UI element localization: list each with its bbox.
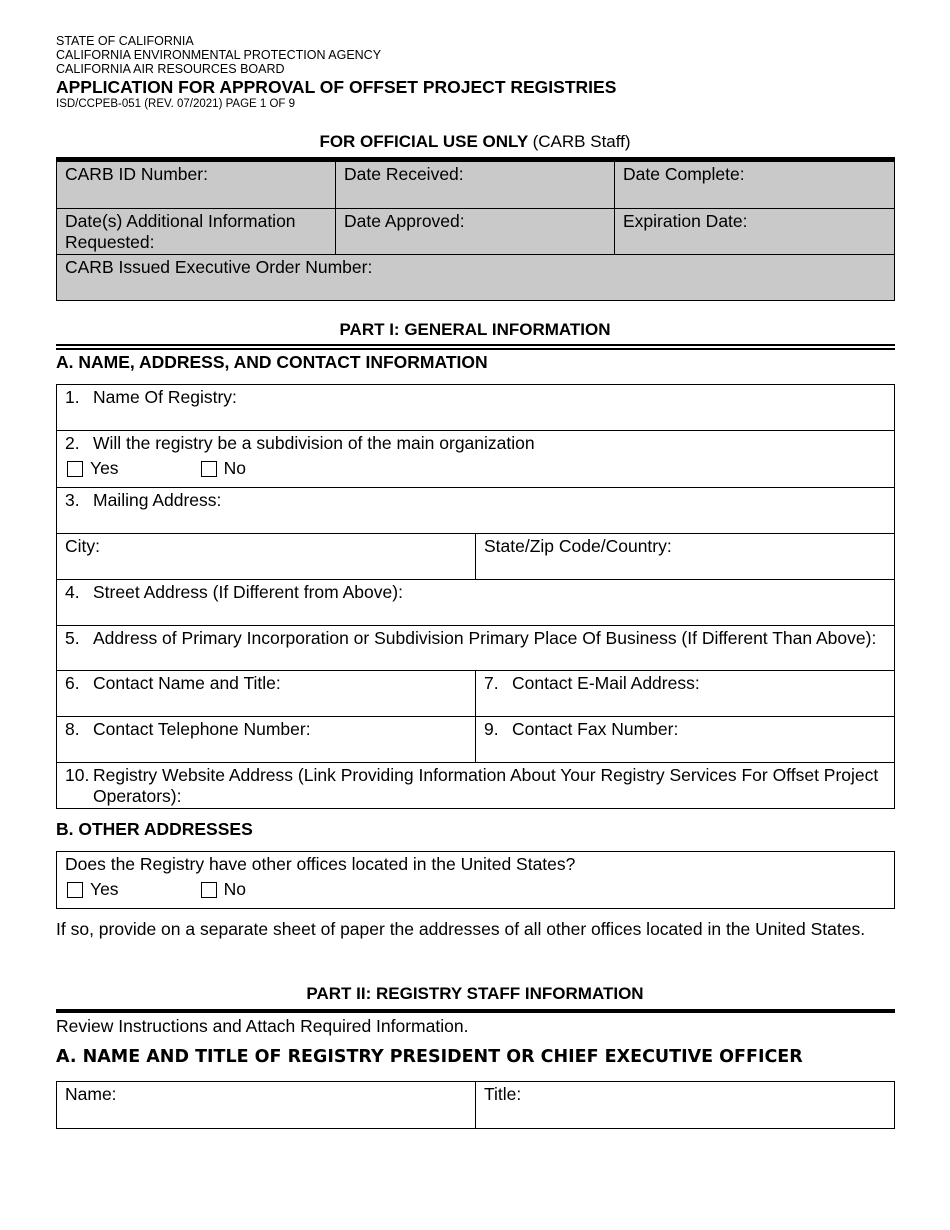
primary-incorporation-field[interactable]: 5. Address of Primary Incorporation or Subdivision Primary Place Of Business (If Different Than Above): — [57, 626, 895, 671]
form-title: APPLICATION FOR APPROVAL OF OFFSET PROJECT REGISTRIES — [56, 77, 617, 97]
city-field[interactable]: City: — [57, 534, 476, 580]
official-use-table — [56, 161, 895, 301]
expiration-date-field[interactable]: Expiration Date: — [615, 209, 895, 255]
executive-order-field[interactable]: CARB Issued Executive Order Number: — [57, 255, 895, 301]
date-complete-field[interactable]: Date Complete: — [615, 162, 895, 209]
agency-carb: CALIFORNIA AIR RESOURCES BOARD — [56, 62, 285, 76]
contact-email-field[interactable]: 7. Contact E-Mail Address: — [476, 671, 895, 717]
agency-state: STATE OF CALIFORNIA — [56, 34, 194, 48]
street-address-field[interactable]: 4. Street Address (If Different from Above): — [57, 580, 895, 626]
section-a-heading: A. NAME, ADDRESS, AND CONTACT INFORMATION — [56, 352, 488, 372]
other-offices-no-checkbox[interactable] — [201, 882, 217, 898]
contact-fax-field[interactable]: 9. Contact Fax Number: — [476, 717, 895, 763]
part1-rule-b — [56, 348, 895, 350]
part1-rule-a — [56, 344, 895, 346]
carb-id-field[interactable]: CARB ID Number: — [57, 162, 336, 209]
part2-instructions: Review Instructions and Attach Required Information. — [56, 1016, 469, 1036]
registry-name-field[interactable]: 1. Name Of Registry: — [57, 385, 895, 431]
additional-info-field[interactable]: Date(s) Additional Information Requested: — [57, 209, 336, 255]
contact-info-table — [56, 384, 895, 809]
part1-heading: PART I: GENERAL INFORMATION — [339, 320, 611, 339]
subdivision-yes-label: Yes — [90, 458, 119, 478]
subdivision-no-checkbox[interactable] — [201, 461, 217, 477]
website-address-field[interactable]: 10. Registry Website Address (Link Providing Information About Your Registry Services For Offset Project Operators): — [57, 763, 895, 809]
section-b-heading: B. OTHER ADDRESSES — [56, 819, 253, 839]
other-offices-yes-checkbox[interactable] — [67, 882, 83, 898]
part2-rule — [56, 1009, 895, 1013]
contact-phone-field[interactable]: 8. Contact Telephone Number: — [57, 717, 476, 763]
other-offices-field — [57, 852, 895, 909]
other-offices-note: If so, provide on a separate sheet of paper the addresses of all other offices located in the United States. — [56, 919, 866, 939]
subdivision-yes-checkbox[interactable] — [67, 461, 83, 477]
official-use-heading — [56, 132, 894, 152]
state-zip-country-field[interactable]: State/Zip Code/Country: — [476, 534, 895, 580]
mailing-address-field[interactable]: 3. Mailing Address: — [57, 488, 895, 534]
president-title-field[interactable]: Title: — [476, 1082, 895, 1129]
other-offices-question: Does the Registry have other offices located in the United States? — [65, 854, 576, 874]
date-received-field[interactable]: Date Received: — [336, 162, 615, 209]
date-approved-field[interactable]: Date Approved: — [336, 209, 615, 255]
form-id: ISD/CCPEB-051 (REV. 07/2021) PAGE 1 OF 9 — [56, 98, 296, 110]
part2-heading: PART II: REGISTRY STAFF INFORMATION — [306, 984, 644, 1003]
official-use-bold: FOR OFFICIAL USE ONLY — [319, 132, 528, 151]
subdivision-field: 2. Will the registry be a subdivision of the main organization Yes No — [57, 431, 895, 488]
contact-name-field[interactable]: 6. Contact Name and Title: — [57, 671, 476, 717]
other-offices-no-label: No — [223, 879, 246, 899]
subdivision-no-label: No — [223, 458, 246, 478]
president-table — [56, 1081, 895, 1129]
president-name-field[interactable]: Name: — [57, 1082, 476, 1129]
official-use-note: (CARB Staff) — [532, 132, 631, 151]
other-offices-table — [56, 851, 895, 909]
president-section-heading: A. NAME AND TITLE OF REGISTRY PRESIDENT OR CHIEF EXECUTIVE OFFICER — [56, 1047, 803, 1067]
other-offices-yes-label: Yes — [90, 879, 119, 899]
agency-calepa: CALIFORNIA ENVIRONMENTAL PROTECTION AGENCY — [56, 48, 382, 62]
